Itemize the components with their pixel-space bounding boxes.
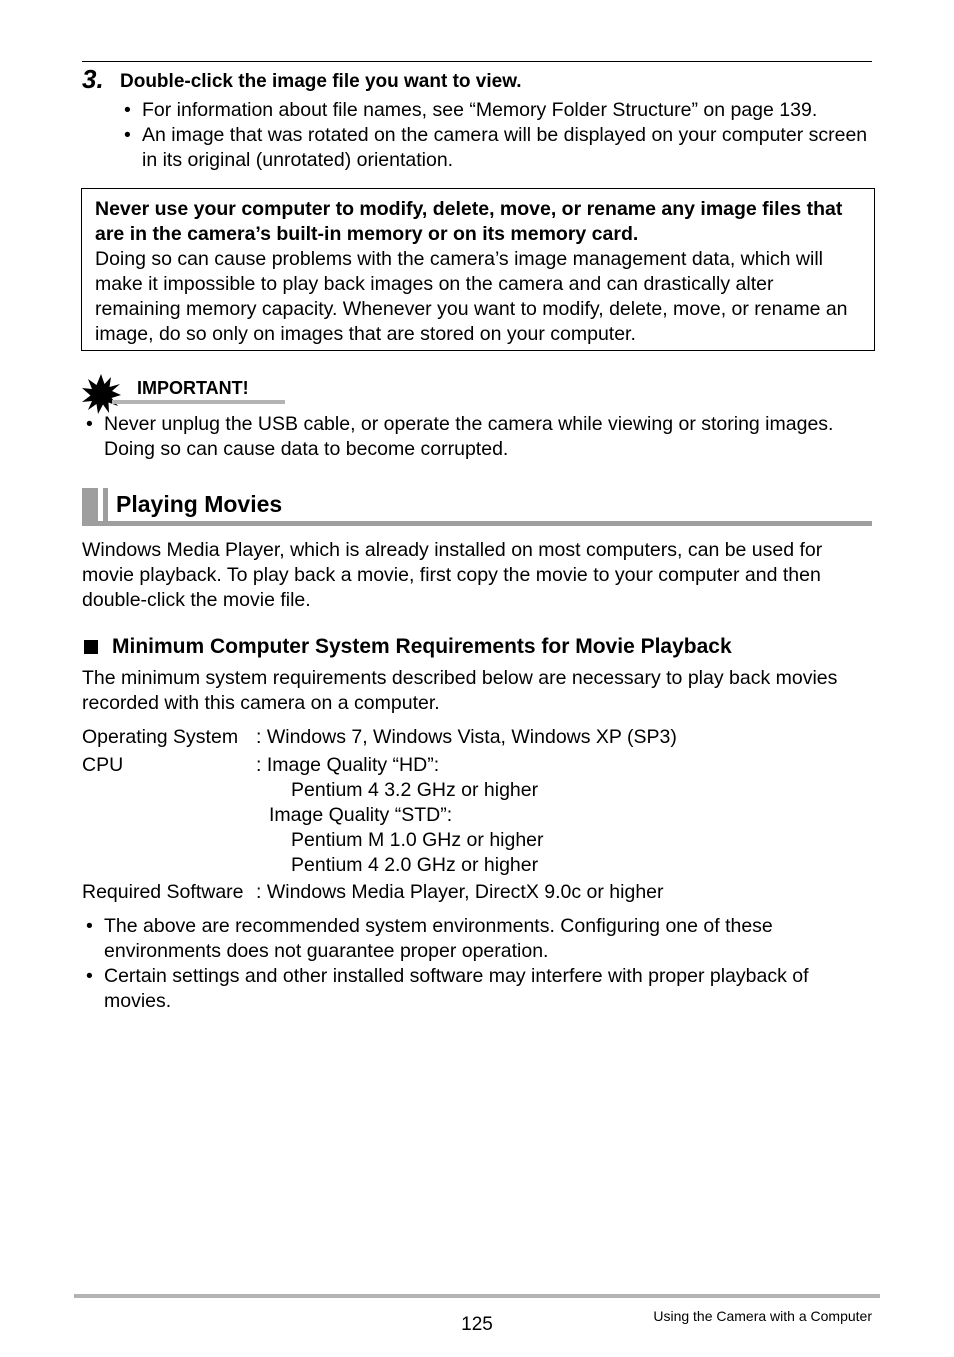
step-bullet-list [120,98,880,173]
spec-cpu-hd-label: : Image Quality “HD”: [256,754,440,776]
bullet-dot: • [86,413,93,435]
spec-value-software: : Windows Media Player, DirectX 9.0c or higher [256,881,664,903]
spec-label-software: Required Software [82,881,244,903]
section-intro: Windows Media Player, which is already installed on most computers, can be used for movie playback. To play back a movie, first copy the movie to your computer and then double-click the movie file. [82,539,823,611]
section-marker-bar [103,488,108,525]
notes-bullet-list [82,914,872,1014]
list-item [120,98,880,123]
subsection-intro: The minimum system requirements described below are necessary to play back movies recorded with this camera on a computer. [82,667,838,714]
warning-text: Doing so can cause problems with the camera’s image management data, which will make it impossible to play back images on the camera and can drastically alter remaining memory capacity. Whenever you want to modify, delete, move, or rename an image, do so only on images that are stored on your computer. [95,248,848,345]
list-item [120,123,880,173]
spec-label-os: Operating System [82,726,239,748]
step-title: Double-click the image file you want to view. [120,71,522,92]
subsection-title: Minimum Computer System Requirements for Movie Playback [112,635,732,658]
bullet-text: Never unplug the USB cable, or operate the camera while viewing or storing images. Doing so can cause data to become corrupted. [104,413,834,460]
important-label: IMPORTANT! [137,378,249,398]
bullet-text: For information about file names, see “Memory Folder Structure” on page 139. [142,99,818,121]
list-item [82,964,872,1014]
section-marker-bar [82,488,98,525]
warning-bold-text: Never use your computer to modify, delete, move, or rename any image files that are in the camera’s built-in memory or on its memory card. [95,198,843,245]
important-burst-icon [80,373,122,415]
important-underline [112,400,285,404]
spec-value-os: : Windows 7, Windows Vista, Windows XP (SP3) [256,726,677,748]
bullet-dot: • [124,99,131,121]
top-rule [82,61,872,62]
list-item [82,914,872,964]
footer-rule [74,1294,880,1298]
important-bullet-list [82,412,872,462]
bullet-dot: • [124,124,131,146]
bullet-text: The above are recommended system environments. Configuring one of these environments does not guarantee proper operation. [104,915,773,962]
step-number: 3. [82,64,104,94]
spec-cpu-hd-value: Pentium 4 3.2 GHz or higher [291,779,539,801]
bullet-dot: • [86,965,93,987]
spec-cpu-std-value-2: Pentium 4 2.0 GHz or higher [291,854,539,876]
square-bullet-icon [84,640,98,654]
spec-label-cpu: CPU [82,754,124,776]
warning-box [81,188,875,351]
footer-chapter-label: Using the Camera with a Computer [653,1308,872,1324]
page-number: 125 [461,1314,493,1335]
section-underline [82,521,872,526]
bullet-dot: • [86,915,93,937]
bullet-text: An image that was rotated on the camera will be displayed on your computer screen in its original (unrotated) orientation. [142,124,868,171]
bullet-text: Certain settings and other installed software may interfere with proper playback of movies. [104,965,809,1012]
list-item [82,412,872,462]
section-title: Playing Movies [116,491,283,517]
spec-cpu-std-label: Image Quality “STD”: [269,804,453,826]
spec-cpu-std-value-1: Pentium M 1.0 GHz or higher [291,829,544,851]
